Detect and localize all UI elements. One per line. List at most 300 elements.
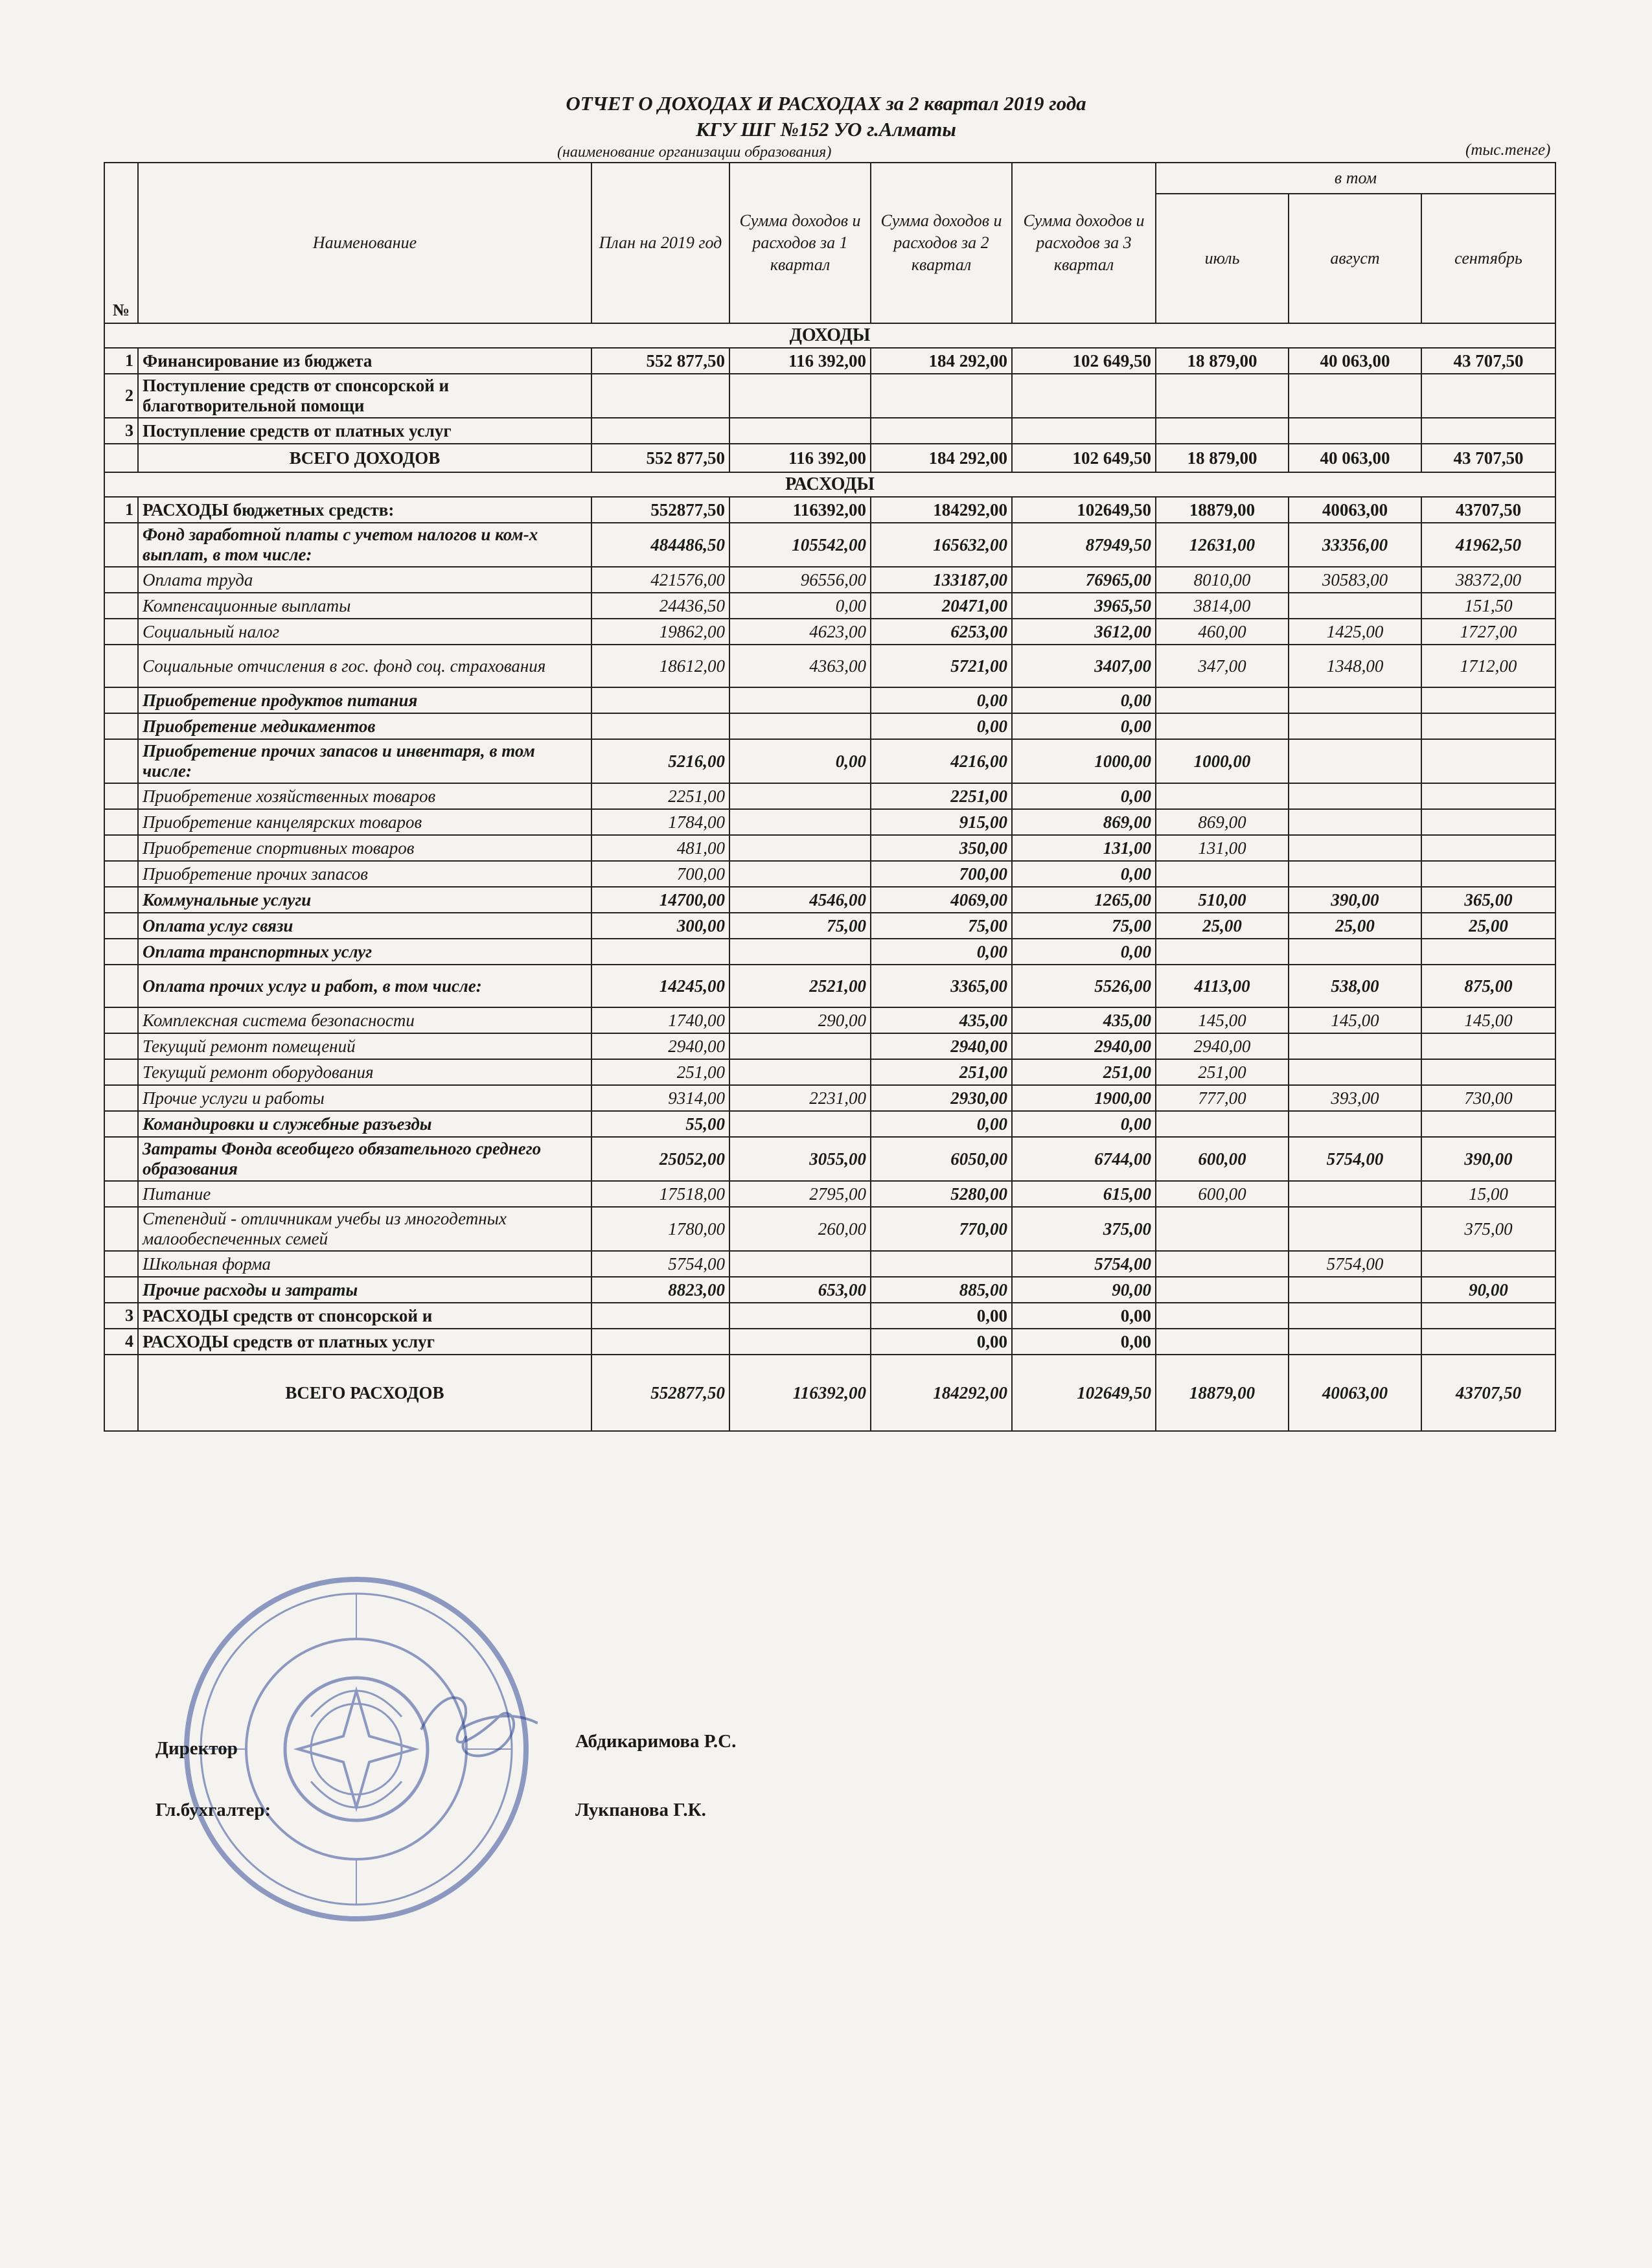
- cell-q2: 700,00: [871, 861, 1012, 887]
- cell-plan: 2940,00: [591, 1033, 729, 1059]
- row-name: Прочие услуги и работы: [138, 1085, 591, 1111]
- table-row: [104, 887, 1555, 913]
- director-name: Абдикаримова Р.С.: [575, 1731, 737, 1752]
- cell-q3: 435,00: [1012, 1007, 1156, 1033]
- row-index: [104, 913, 138, 939]
- cell-q1: [729, 939, 871, 965]
- cell-q1: 4546,00: [729, 887, 871, 913]
- cell-q3: 1265,00: [1012, 887, 1156, 913]
- cell-m1: 12631,00: [1156, 523, 1289, 567]
- col-m3-header: сентябрь: [1421, 194, 1555, 323]
- row-name: ВСЕГО РАСХОДОВ: [138, 1355, 591, 1431]
- table-row: [104, 497, 1555, 523]
- cell-m3: 730,00: [1421, 1085, 1555, 1111]
- table-row: [104, 1137, 1555, 1181]
- cell-m3: 25,00: [1421, 913, 1555, 939]
- cell-plan: 552 877,50: [591, 444, 729, 472]
- row-index: [104, 1137, 138, 1181]
- cell-m3: 15,00: [1421, 1181, 1555, 1207]
- cell-m1: [1156, 1329, 1289, 1355]
- org-caption: (наименование организации образования): [557, 144, 832, 161]
- cell-q3: 0,00: [1012, 939, 1156, 965]
- cell-q1: [729, 374, 871, 418]
- table-row: [104, 567, 1555, 593]
- cell-m2: [1289, 861, 1421, 887]
- cell-m3: [1421, 1059, 1555, 1085]
- cell-plan: 9314,00: [591, 1085, 729, 1111]
- cell-m3: [1421, 1251, 1555, 1277]
- table-row: [104, 418, 1555, 444]
- cell-q2: 0,00: [871, 713, 1012, 739]
- cell-q2: 2251,00: [871, 783, 1012, 809]
- table-row: [104, 1355, 1555, 1431]
- cell-m3: 41962,50: [1421, 523, 1555, 567]
- row-name: Приобретение спортивных товаров: [138, 835, 591, 861]
- row-index: [104, 1033, 138, 1059]
- cell-m2: 40 063,00: [1289, 444, 1421, 472]
- cell-q3: 0,00: [1012, 1303, 1156, 1329]
- cell-plan: 5216,00: [591, 739, 729, 783]
- cell-m2: [1289, 1303, 1421, 1329]
- col-q3-header: Сумма доходов и расходов за 3 квартал: [1012, 163, 1156, 323]
- row-name: РАСХОДЫ средств от платных услуг: [138, 1329, 591, 1355]
- cell-m3: 365,00: [1421, 887, 1555, 913]
- row-index: [104, 1181, 138, 1207]
- table-row: [104, 645, 1555, 687]
- row-name: Социальный налог: [138, 619, 591, 645]
- cell-q2: 165632,00: [871, 523, 1012, 567]
- cell-m1: 777,00: [1156, 1085, 1289, 1111]
- cell-q2: 0,00: [871, 1111, 1012, 1137]
- table-row: [104, 913, 1555, 939]
- cell-m2: [1289, 1033, 1421, 1059]
- cell-q3: 87949,50: [1012, 523, 1156, 567]
- table-row: [104, 523, 1555, 567]
- cell-q1: [729, 418, 871, 444]
- cell-plan: 552877,50: [591, 1355, 729, 1431]
- cell-m2: [1289, 1059, 1421, 1085]
- cell-q2: 770,00: [871, 1207, 1012, 1251]
- row-name: Коммунальные услуги: [138, 887, 591, 913]
- cell-m1: [1156, 1111, 1289, 1137]
- cell-m1: [1156, 713, 1289, 739]
- title-line-1: ОТЧЕТ О ДОХОДАХ И РАСХОДАХ за 2 квартал 2019 года: [566, 92, 1086, 115]
- cell-m1: 4113,00: [1156, 965, 1289, 1007]
- cell-q1: 4363,00: [729, 645, 871, 687]
- cell-q1: 0,00: [729, 739, 871, 783]
- section-title: РАСХОДЫ: [104, 472, 1555, 497]
- cell-m1: 1000,00: [1156, 739, 1289, 783]
- cell-q1: [729, 1251, 871, 1277]
- col-num-header: №: [104, 163, 138, 323]
- cell-m2: [1289, 687, 1421, 713]
- row-name: Школьная форма: [138, 1251, 591, 1277]
- row-name: Приобретение хозяйственных товаров: [138, 783, 591, 809]
- row-name: РАСХОДЫ средств от спонсорской и: [138, 1303, 591, 1329]
- cell-q3: 0,00: [1012, 861, 1156, 887]
- cell-m1: 18 879,00: [1156, 348, 1289, 374]
- cell-m2: [1289, 593, 1421, 619]
- cell-m3: [1421, 939, 1555, 965]
- cell-q2: [871, 418, 1012, 444]
- row-name: Затраты Фонда всеобщего обязательного среднего образования: [138, 1137, 591, 1181]
- row-name: Степендий - отличникам учебы из многодетных малообеспеченных семей: [138, 1207, 591, 1251]
- cell-m1: [1156, 1251, 1289, 1277]
- cell-q2: 184 292,00: [871, 444, 1012, 472]
- cell-plan: 2251,00: [591, 783, 729, 809]
- cell-m2: 5754,00: [1289, 1251, 1421, 1277]
- col-m1-header: июль: [1156, 194, 1289, 323]
- section-title: ДОХОДЫ: [104, 323, 1555, 348]
- cell-m3: 390,00: [1421, 1137, 1555, 1181]
- table-header: [104, 163, 1555, 323]
- cell-q1: [729, 835, 871, 861]
- row-name: Приобретение прочих запасов: [138, 861, 591, 887]
- row-name: Поступление средств от спонсорской и благотворительной помощи: [138, 374, 591, 418]
- cell-m2: 5754,00: [1289, 1137, 1421, 1181]
- cell-m3: [1421, 1303, 1555, 1329]
- row-index: 3: [104, 418, 138, 444]
- row-name: Приобретение медикаментов: [138, 713, 591, 739]
- cell-q3: 1900,00: [1012, 1085, 1156, 1111]
- table-row: [104, 687, 1555, 713]
- cell-m3: [1421, 1033, 1555, 1059]
- row-name: Приобретение прочих запасов и инвентаря, в том числе:: [138, 739, 591, 783]
- row-index: 2: [104, 374, 138, 418]
- cell-m1: [1156, 783, 1289, 809]
- row-index: [104, 713, 138, 739]
- cell-m2: 1348,00: [1289, 645, 1421, 687]
- cell-m1: 18879,00: [1156, 497, 1289, 523]
- cell-q3: 102649,50: [1012, 497, 1156, 523]
- cell-plan: 5754,00: [591, 1251, 729, 1277]
- cell-q3: 0,00: [1012, 687, 1156, 713]
- row-index: [104, 783, 138, 809]
- cell-m3: 43707,50: [1421, 497, 1555, 523]
- row-name: Питание: [138, 1181, 591, 1207]
- cell-m3: 375,00: [1421, 1207, 1555, 1251]
- table-row: [104, 939, 1555, 965]
- row-index: [104, 1355, 138, 1431]
- cell-q1: 2795,00: [729, 1181, 871, 1207]
- cell-q3: 75,00: [1012, 913, 1156, 939]
- row-index: [104, 809, 138, 835]
- table-row: [104, 1303, 1555, 1329]
- cell-plan: 1740,00: [591, 1007, 729, 1033]
- cell-q3: 3407,00: [1012, 645, 1156, 687]
- cell-m2: [1289, 1111, 1421, 1137]
- cell-q1: 96556,00: [729, 567, 871, 593]
- cell-m2: [1289, 374, 1421, 418]
- cell-q2: 885,00: [871, 1277, 1012, 1303]
- cell-q2: 5280,00: [871, 1181, 1012, 1207]
- cell-q1: [729, 1329, 871, 1355]
- cell-plan: [591, 1303, 729, 1329]
- accountant-name: Лукпанова Г.К.: [575, 1800, 706, 1820]
- cell-q2: 0,00: [871, 1329, 1012, 1355]
- cell-m2: [1289, 809, 1421, 835]
- cell-m3: [1421, 835, 1555, 861]
- cell-plan: 17518,00: [591, 1181, 729, 1207]
- cell-q3: 251,00: [1012, 1059, 1156, 1085]
- cell-q1: 3055,00: [729, 1137, 871, 1181]
- row-index: [104, 1251, 138, 1277]
- row-name: Текущий ремонт оборудования: [138, 1059, 591, 1085]
- table-row: [104, 739, 1555, 783]
- cell-m1: 347,00: [1156, 645, 1289, 687]
- cell-m2: [1289, 835, 1421, 861]
- cell-m1: 25,00: [1156, 913, 1289, 939]
- cell-q2: 0,00: [871, 939, 1012, 965]
- cell-m1: 600,00: [1156, 1137, 1289, 1181]
- cell-m2: 30583,00: [1289, 567, 1421, 593]
- cell-q3: 375,00: [1012, 1207, 1156, 1251]
- cell-q2: 2940,00: [871, 1033, 1012, 1059]
- cell-m2: 40 063,00: [1289, 348, 1421, 374]
- cell-m2: [1289, 1329, 1421, 1355]
- cell-plan: 14700,00: [591, 887, 729, 913]
- cell-q1: 290,00: [729, 1007, 871, 1033]
- cell-m3: [1421, 783, 1555, 809]
- cell-q2: 0,00: [871, 1303, 1012, 1329]
- col-m2-header: август: [1289, 194, 1421, 323]
- cell-q3: [1012, 418, 1156, 444]
- row-index: [104, 619, 138, 645]
- cell-plan: 24436,50: [591, 593, 729, 619]
- row-name: Социальные отчисления в гос. фонд соц. страхования: [138, 645, 591, 687]
- table-row: [104, 861, 1555, 887]
- cell-q1: [729, 809, 871, 835]
- cell-q1: 4623,00: [729, 619, 871, 645]
- cell-q2: 20471,00: [871, 593, 1012, 619]
- table-row: [104, 835, 1555, 861]
- cell-q2: 6253,00: [871, 619, 1012, 645]
- row-index: [104, 1007, 138, 1033]
- cell-m2: 393,00: [1289, 1085, 1421, 1111]
- cell-plan: 300,00: [591, 913, 729, 939]
- cell-q1: [729, 861, 871, 887]
- currency-caption: (тыс.тенге): [1465, 141, 1551, 159]
- row-index: [104, 687, 138, 713]
- cell-q2: 0,00: [871, 687, 1012, 713]
- cell-m3: [1421, 739, 1555, 783]
- cell-plan: 55,00: [591, 1111, 729, 1137]
- table-row: [104, 713, 1555, 739]
- cell-q1: 2231,00: [729, 1085, 871, 1111]
- cell-q3: 869,00: [1012, 809, 1156, 835]
- cell-plan: 552 877,50: [591, 348, 729, 374]
- row-index: [104, 444, 138, 472]
- cell-m3: 1712,00: [1421, 645, 1555, 687]
- cell-q1: [729, 1059, 871, 1085]
- cell-m2: 33356,00: [1289, 523, 1421, 567]
- cell-m3: 43707,50: [1421, 1355, 1555, 1431]
- table-row: [104, 1007, 1555, 1033]
- row-index: [104, 887, 138, 913]
- cell-q3: 6744,00: [1012, 1137, 1156, 1181]
- cell-q2: 435,00: [871, 1007, 1012, 1033]
- cell-q3: 102649,50: [1012, 1355, 1156, 1431]
- cell-m1: [1156, 374, 1289, 418]
- cell-plan: [591, 1329, 729, 1355]
- cell-m2: 1425,00: [1289, 619, 1421, 645]
- cell-q3: 5754,00: [1012, 1251, 1156, 1277]
- row-index: [104, 1111, 138, 1137]
- row-name: Оплата прочих услуг и работ, в том числе:: [138, 965, 591, 1007]
- cell-m3: [1421, 861, 1555, 887]
- cell-plan: 251,00: [591, 1059, 729, 1085]
- cell-q2: 184292,00: [871, 497, 1012, 523]
- row-name: Прочие расходы и затраты: [138, 1277, 591, 1303]
- cell-m2: 40063,00: [1289, 1355, 1421, 1431]
- cell-q1: 75,00: [729, 913, 871, 939]
- cell-q1: [729, 1303, 871, 1329]
- row-name: Комплексная система безопасности: [138, 1007, 591, 1033]
- cell-q1: [729, 1033, 871, 1059]
- table-body: [104, 323, 1555, 1431]
- row-index: [104, 965, 138, 1007]
- row-name: Текущий ремонт помещений: [138, 1033, 591, 1059]
- cell-q3: 0,00: [1012, 1111, 1156, 1137]
- row-index: [104, 523, 138, 567]
- table-row: [104, 1085, 1555, 1111]
- cell-m2: [1289, 1277, 1421, 1303]
- cell-plan: 481,00: [591, 835, 729, 861]
- table-row: [104, 1251, 1555, 1277]
- cell-q1: [729, 1111, 871, 1137]
- cell-q1: 2521,00: [729, 965, 871, 1007]
- cell-q1: 260,00: [729, 1207, 871, 1251]
- cell-m1: 600,00: [1156, 1181, 1289, 1207]
- cell-q1: 116 392,00: [729, 444, 871, 472]
- cell-q3: 76965,00: [1012, 567, 1156, 593]
- table-row: [104, 593, 1555, 619]
- cell-m2: 390,00: [1289, 887, 1421, 913]
- cell-m2: 25,00: [1289, 913, 1421, 939]
- cell-q2: 251,00: [871, 1059, 1012, 1085]
- table-row: [104, 1207, 1555, 1251]
- cell-m3: [1421, 418, 1555, 444]
- row-index: [104, 1085, 138, 1111]
- row-name: Финансирование из бюджета: [138, 348, 591, 374]
- income-expense-table: [104, 162, 1556, 1432]
- row-index: [104, 739, 138, 783]
- cell-m2: [1289, 783, 1421, 809]
- director-label: Директор: [155, 1738, 238, 1759]
- cell-m3: [1421, 713, 1555, 739]
- cell-m3: 43 707,50: [1421, 444, 1555, 472]
- cell-m2: 538,00: [1289, 965, 1421, 1007]
- row-index: [104, 593, 138, 619]
- cell-m1: 869,00: [1156, 809, 1289, 835]
- table-row: [104, 783, 1555, 809]
- cell-q3: 0,00: [1012, 1329, 1156, 1355]
- accountant-label: Гл.бухгалтер:: [155, 1800, 271, 1820]
- cell-plan: 484486,50: [591, 523, 729, 567]
- cell-q3: 0,00: [1012, 783, 1156, 809]
- table-row: [104, 809, 1555, 835]
- cell-m1: [1156, 418, 1289, 444]
- cell-q2: 2930,00: [871, 1085, 1012, 1111]
- row-index: [104, 861, 138, 887]
- cell-plan: [591, 713, 729, 739]
- cell-q1: 105542,00: [729, 523, 871, 567]
- cell-q3: 2940,00: [1012, 1033, 1156, 1059]
- cell-q2: 4216,00: [871, 739, 1012, 783]
- cell-m2: [1289, 418, 1421, 444]
- row-name: Оплата транспортных услуг: [138, 939, 591, 965]
- row-index: 1: [104, 348, 138, 374]
- cell-m3: [1421, 809, 1555, 835]
- row-name: Приобретение канцелярских товаров: [138, 809, 591, 835]
- cell-m3: 90,00: [1421, 1277, 1555, 1303]
- cell-q1: [729, 783, 871, 809]
- table-row: [104, 1033, 1555, 1059]
- cell-q2: 184 292,00: [871, 348, 1012, 374]
- cell-plan: 1780,00: [591, 1207, 729, 1251]
- cell-q2: 3365,00: [871, 965, 1012, 1007]
- cell-q2: 6050,00: [871, 1137, 1012, 1181]
- table-row: [104, 348, 1555, 374]
- cell-m3: [1421, 374, 1555, 418]
- cell-q2: 5721,00: [871, 645, 1012, 687]
- cell-m3: 43 707,50: [1421, 348, 1555, 374]
- cell-m1: 131,00: [1156, 835, 1289, 861]
- cell-plan: 552877,50: [591, 497, 729, 523]
- col-name-header: Наименование: [138, 163, 591, 323]
- cell-m3: 151,50: [1421, 593, 1555, 619]
- cell-plan: 19862,00: [591, 619, 729, 645]
- table-row: [104, 374, 1555, 418]
- row-index: 3: [104, 1303, 138, 1329]
- cell-q1: 116 392,00: [729, 348, 871, 374]
- cell-q3: 5526,00: [1012, 965, 1156, 1007]
- row-index: [104, 1277, 138, 1303]
- row-index: 1: [104, 497, 138, 523]
- section-expenses: [104, 472, 1555, 497]
- cell-m1: 510,00: [1156, 887, 1289, 913]
- cell-m1: [1156, 1277, 1289, 1303]
- cell-q3: 131,00: [1012, 835, 1156, 861]
- cell-m3: 145,00: [1421, 1007, 1555, 1033]
- cell-plan: 1784,00: [591, 809, 729, 835]
- cell-q2: 133187,00: [871, 567, 1012, 593]
- row-index: [104, 835, 138, 861]
- cell-m1: 460,00: [1156, 619, 1289, 645]
- row-name: Приобретение продуктов питания: [138, 687, 591, 713]
- cell-q1: [729, 713, 871, 739]
- cell-m2: [1289, 713, 1421, 739]
- row-name: Фонд заработной платы с учетом налогов и ком-х выплат, в том числе:: [138, 523, 591, 567]
- cell-m1: [1156, 1207, 1289, 1251]
- row-name: РАСХОДЫ бюджетных средств:: [138, 497, 591, 523]
- section-income: [104, 323, 1555, 348]
- cell-q3: [1012, 374, 1156, 418]
- table-row: [104, 1111, 1555, 1137]
- cell-q2: 4069,00: [871, 887, 1012, 913]
- table-row: [104, 1329, 1555, 1355]
- cell-q3: 102 649,50: [1012, 348, 1156, 374]
- title-line-2: КГУ ШГ №152 УО г.Алматы: [696, 118, 956, 141]
- cell-m1: 18879,00: [1156, 1355, 1289, 1431]
- cell-q2: 75,00: [871, 913, 1012, 939]
- row-name: Командировки и служебные разъезды: [138, 1111, 591, 1137]
- row-name: Компенсационные выплаты: [138, 593, 591, 619]
- table-row: [104, 965, 1555, 1007]
- cell-m2: [1289, 1181, 1421, 1207]
- row-index: [104, 1207, 138, 1251]
- cell-m2: 40063,00: [1289, 497, 1421, 523]
